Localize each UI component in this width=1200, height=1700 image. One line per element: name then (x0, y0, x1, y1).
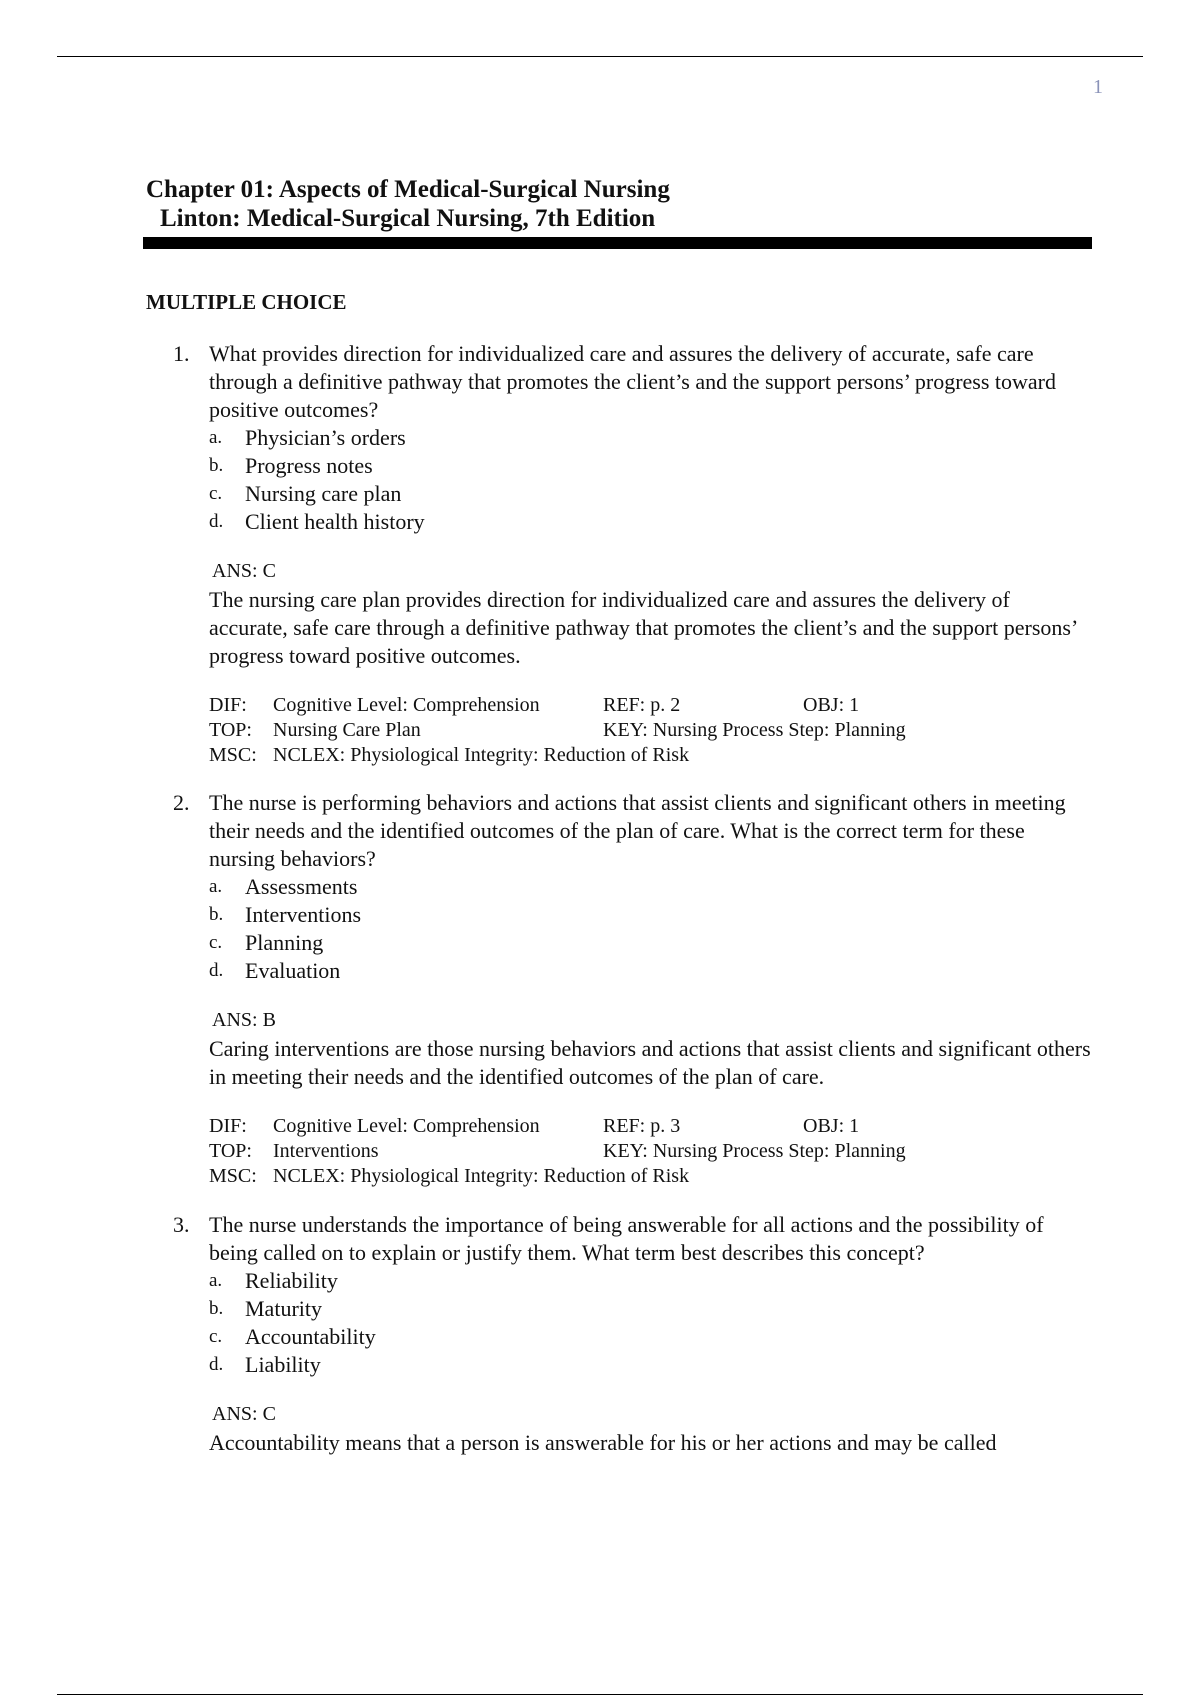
rationale: Accountability means that a person is answerable for his or her actions and may be called (209, 1430, 997, 1455)
option-list (209, 1267, 1093, 1379)
option-text: Assessments (245, 874, 358, 899)
section-heading: MULTIPLE CHOICE (146, 290, 347, 314)
option-c (209, 480, 1093, 508)
option-b (209, 452, 1093, 480)
obj-value: OBJ: 1 (803, 1115, 860, 1137)
option-a (209, 424, 1093, 452)
key-value: KEY: Nursing Process Step: Planning (603, 1140, 906, 1162)
option-b (209, 1295, 1093, 1323)
dif-label: DIF: (209, 694, 247, 716)
bottom-rule (57, 1694, 1143, 1695)
option-letter: b. (209, 1298, 224, 1319)
question-metadata (209, 693, 1093, 768)
msc-label: MSC: (209, 744, 257, 766)
option-text: Maturity (245, 1296, 322, 1321)
option-text: Physician’s orders (245, 425, 406, 450)
question-number: 3. (173, 1212, 190, 1237)
question-stem: What provides direction for individualized care and assures the delivery of accurate, safe care through a definitive pathway that promotes the client’s and the support persons’ progress toward positive outcomes? (209, 341, 1056, 422)
answer-key: ANS: C (212, 1403, 276, 1425)
option-text: Nursing care plan (245, 481, 402, 506)
option-b (209, 901, 1093, 929)
question-number: 2. (173, 790, 190, 815)
question-stem: The nurse understands the importance of being answerable for all actions and the possibility of being called on to explain or justify them. What term best describes this concept? (209, 1212, 1044, 1265)
question-stem: The nurse is performing behaviors and actions that assist clients and significant others in meeting their needs and the identified outcomes of the plan of care. What is the correct term for these nursing behaviors? (209, 790, 1066, 871)
book-title: Linton: Medical-Surgical Nursing, 7th Edition (160, 205, 656, 232)
option-letter: c. (209, 483, 223, 504)
option-list (209, 424, 1093, 536)
option-text: Accountability (245, 1324, 376, 1349)
answer-key: ANS: C (212, 560, 276, 582)
ref-value: REF: p. 2 (603, 694, 681, 716)
top-value: Nursing Care Plan (273, 719, 421, 741)
question-metadata (209, 1114, 1093, 1189)
top-label: TOP: (209, 1140, 252, 1162)
page-number: 1 (1093, 76, 1103, 98)
option-text: Reliability (245, 1268, 338, 1293)
option-letter: a. (209, 876, 223, 897)
key-value: KEY: Nursing Process Step: Planning (603, 719, 906, 741)
obj-value: OBJ: 1 (803, 694, 860, 716)
header-rule (143, 237, 1092, 249)
option-d (209, 1351, 1093, 1379)
msc-value: NCLEX: Physiological Integrity: Reduction of Risk (273, 744, 690, 766)
rationale: The nursing care plan provides direction for individualized care and assures the delivery of accurate, safe care through a definitive pathway that promotes the client’s and the support persons’ progress toward positive outcomes. (209, 587, 1077, 668)
option-a (209, 1267, 1093, 1295)
chapter-title: Chapter 01: Aspects of Medical-Surgical Nursing (146, 176, 670, 203)
rationale: Caring interventions are those nursing behaviors and actions that assist clients and significant others in meeting their needs and the identified outcomes of the plan of care. (209, 1036, 1091, 1089)
option-list (209, 873, 1093, 985)
option-letter: c. (209, 932, 223, 953)
document-header (146, 175, 670, 233)
option-text: Interventions (245, 902, 362, 927)
question-number: 1. (173, 341, 190, 366)
option-d (209, 957, 1093, 985)
option-letter: a. (209, 427, 223, 448)
option-text: Client health history (245, 509, 425, 534)
msc-label: MSC: (209, 1165, 257, 1187)
dif-value: Cognitive Level: Comprehension (273, 694, 540, 716)
top-label: TOP: (209, 719, 252, 741)
ref-value: REF: p. 3 (603, 1115, 681, 1137)
question-3 (173, 1211, 1093, 1457)
question-1 (173, 340, 1093, 768)
question-2 (173, 789, 1093, 1189)
option-letter: d. (209, 1354, 224, 1375)
top-value: Interventions (273, 1140, 379, 1162)
option-text: Liability (245, 1352, 321, 1377)
msc-value: NCLEX: Physiological Integrity: Reduction of Risk (273, 1165, 690, 1187)
option-d (209, 508, 1093, 536)
answer-key: ANS: B (212, 1009, 276, 1031)
option-letter: c. (209, 1326, 223, 1347)
top-rule (57, 56, 1143, 57)
option-a (209, 873, 1093, 901)
dif-label: DIF: (209, 1115, 247, 1137)
option-text: Planning (245, 930, 324, 955)
option-letter: d. (209, 511, 224, 532)
option-text: Evaluation (245, 958, 341, 983)
option-letter: b. (209, 904, 224, 925)
option-letter: d. (209, 960, 224, 981)
option-c (209, 929, 1093, 957)
option-letter: a. (209, 1270, 223, 1291)
option-text: Progress notes (245, 453, 373, 478)
option-letter: b. (209, 455, 224, 476)
dif-value: Cognitive Level: Comprehension (273, 1115, 540, 1137)
option-c (209, 1323, 1093, 1351)
